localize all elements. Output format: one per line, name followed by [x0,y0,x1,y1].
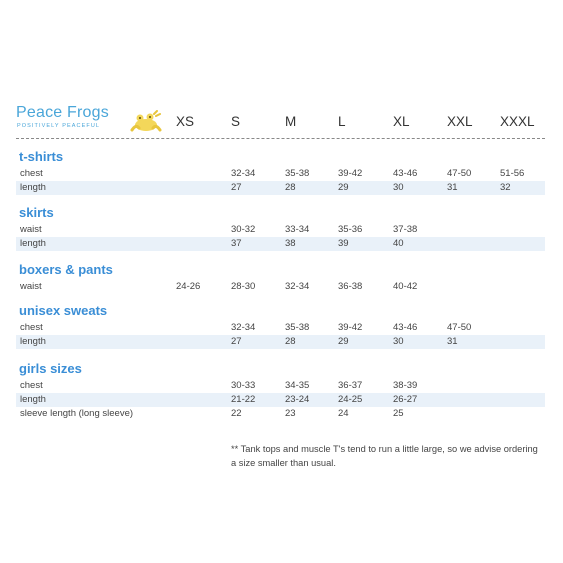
row-label: chest [20,380,43,391]
cell-xl: 26-27 [393,394,418,405]
brand-name: Peace Frogs [16,104,109,121]
cell-l: 39-42 [338,322,363,333]
cell-l: 29 [338,336,349,347]
cell-s: 32-34 [231,168,256,179]
cell-xs: 24-26 [176,281,201,292]
cell-xxxl: 32 [500,182,511,193]
cell-m: 35-38 [285,322,310,333]
row-label: length [20,238,46,249]
frog-icon [128,110,164,134]
cell-s: 28-30 [231,281,256,292]
section-title: t-shirts [19,149,64,164]
cell-l: 24-25 [338,394,363,405]
cell-xl: 25 [393,408,404,419]
cell-xl: 40 [393,238,404,249]
section-title: unisex sweats [19,303,108,318]
cell-m: 23-24 [285,394,310,405]
cell-xl: 30 [393,182,404,193]
table-row [16,321,545,335]
cell-m: 35-38 [285,168,310,179]
cell-l: 35-36 [338,224,363,235]
brand-tagline: POSITIVELY PEACEFUL [17,123,101,129]
row-label: waist [20,281,42,292]
table-row [16,335,545,349]
table-row [16,181,545,195]
cell-m: 32-34 [285,281,310,292]
table-row [16,407,545,421]
section-title: boxers & pants [19,262,113,277]
cell-xxl: 47-50 [447,168,472,179]
row-label: length [20,182,46,193]
cell-xl: 40-42 [393,281,418,292]
cell-l: 36-38 [338,281,363,292]
cell-m: 34-35 [285,380,310,391]
size-header-xs: XS [176,114,195,129]
cell-m: 23 [285,408,296,419]
cell-l: 29 [338,182,349,193]
footnote: ** Tank tops and muscle T's tend to run a little large, so we advise ordering a size smaller than usual. [231,444,538,468]
cell-m: 28 [285,336,296,347]
size-header-l: L [338,114,346,129]
cell-xxxl: 51-56 [500,168,525,179]
section-title: girls sizes [19,361,82,376]
cell-m: 33-34 [285,224,310,235]
cell-l: 39 [338,238,349,249]
size-header-s: S [231,114,241,129]
table-row [16,237,545,251]
row-label: chest [20,322,43,333]
cell-s: 30-32 [231,224,256,235]
cell-l: 36-37 [338,380,363,391]
size-header-xl: XL [393,114,410,129]
cell-xxl: 31 [447,182,458,193]
cell-xxl: 31 [447,336,458,347]
cell-xl: 37-38 [393,224,418,235]
cell-s: 27 [231,182,242,193]
row-label: length [20,336,46,347]
cell-xl: 38-39 [393,380,418,391]
row-label: waist [20,224,42,235]
table-row [16,393,545,407]
cell-s: 37 [231,238,242,249]
cell-s: 22 [231,408,242,419]
cell-s: 32-34 [231,322,256,333]
cell-s: 30-33 [231,380,256,391]
cell-m: 28 [285,182,296,193]
table-row [16,379,545,393]
header-divider [16,138,545,139]
table-row [16,167,545,181]
size-header-xxl: XXL [447,114,473,129]
size-header-xxxl: XXXL [500,114,535,129]
size-header-m: M [285,114,297,129]
cell-s: 27 [231,336,242,347]
cell-xl: 43-46 [393,168,418,179]
cell-l: 39-42 [338,168,363,179]
table-row [16,280,545,294]
brand-logo [16,104,156,134]
row-label: sleeve length (long sleeve) [20,408,134,419]
table-row [16,223,545,237]
cell-s: 21-22 [231,394,256,405]
cell-m: 38 [285,238,296,249]
cell-xl: 43-46 [393,322,418,333]
row-label: chest [20,168,43,179]
section-title: skirts [19,205,54,220]
cell-xxl: 47-50 [447,322,472,333]
cell-l: 24 [338,408,349,419]
row-label: length [20,394,46,405]
cell-xl: 30 [393,336,404,347]
